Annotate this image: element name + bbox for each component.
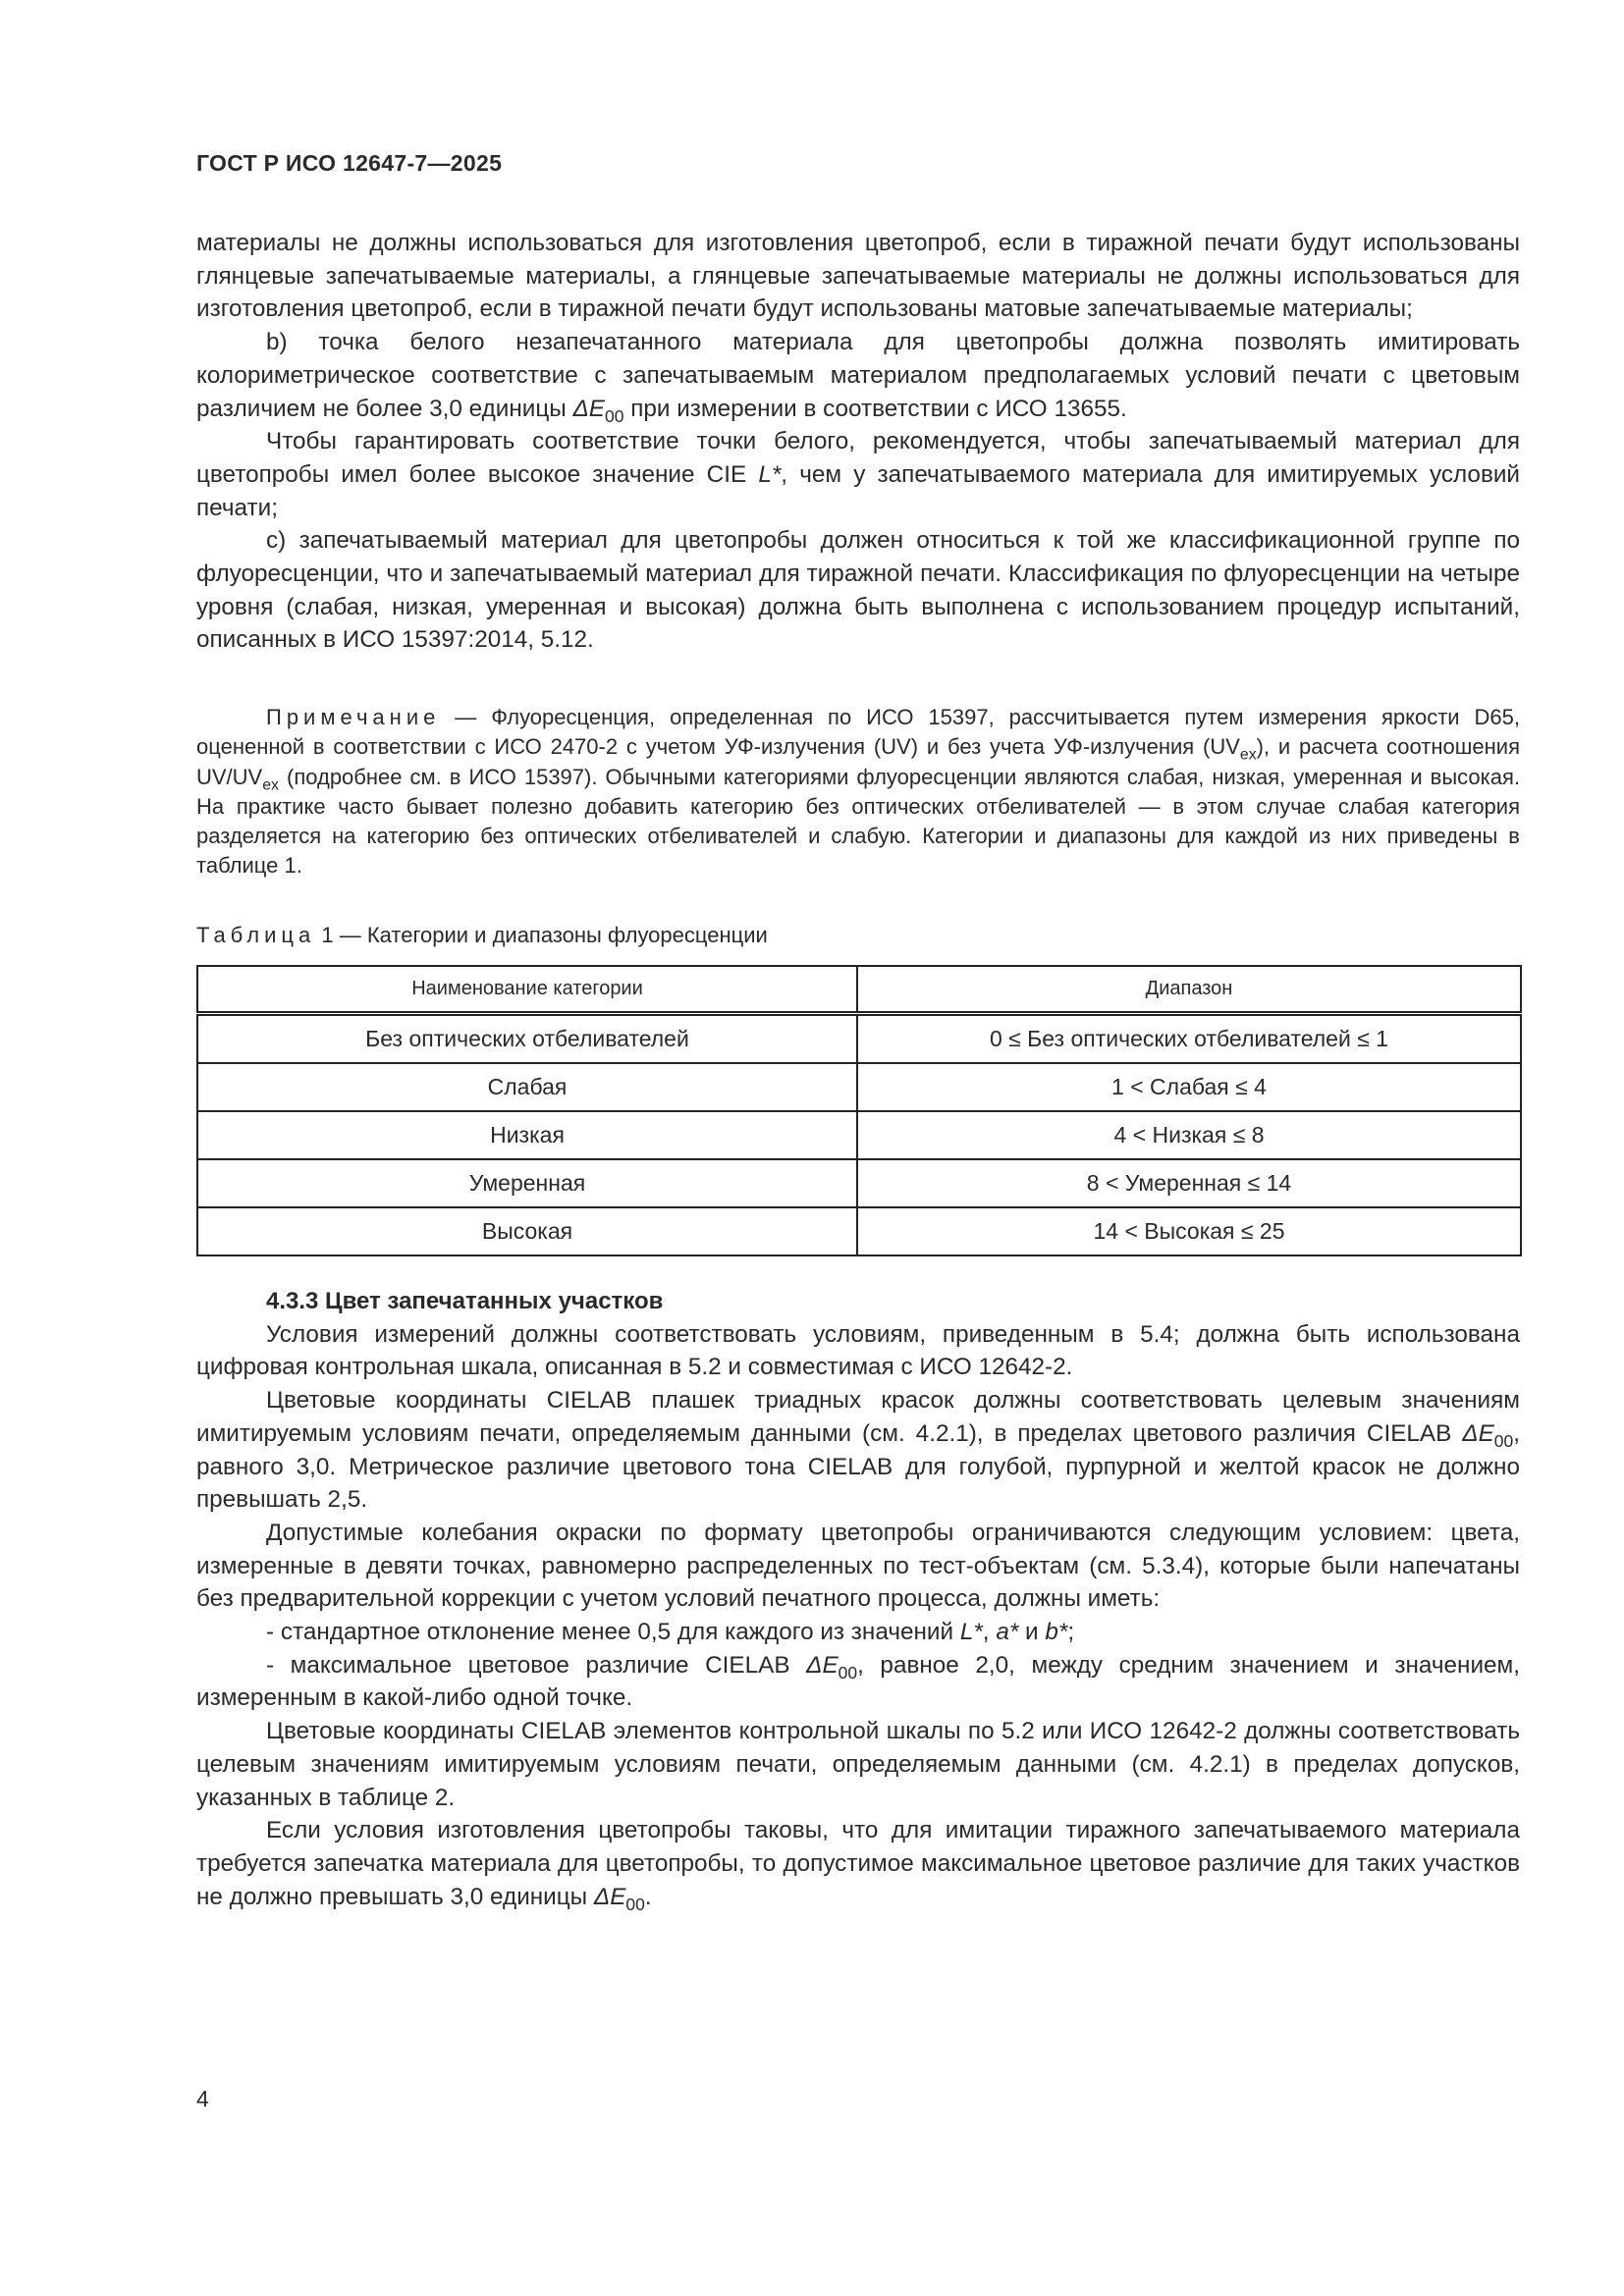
text-run: Примечание: [266, 705, 441, 729]
italic-symbol: L*: [959, 1619, 983, 1646]
column-header-range: Диапазон: [857, 966, 1521, 1014]
table-row: [197, 1063, 1521, 1111]
document-header: ГОСТ Р ИСО 12647-7—2025: [196, 150, 503, 176]
paragraph: [196, 227, 1520, 326]
paragraph: [196, 425, 1520, 524]
italic-symbol: ΔE: [593, 1883, 626, 1910]
table-caption: [196, 923, 1520, 948]
text-run: Условия измерений должны соответствовать условиям, приведенным в 5.4; должна быть использована цифровая контрольная шкала, описанная в 5.2 и совместимая с ИСО 12642-2.: [196, 1320, 1520, 1381]
cell-category: Без оптических отбеливателей: [197, 1014, 857, 1064]
section-4-3-3: [196, 1285, 1520, 1913]
text-run: Допустимые колебания окраски по формату цветопробы ограничиваются следующим условием: цвета, измеренные в девяти точках, равномерно распределенных по тест-объектам (см. 5.3.4), которые были напечатаны без предварительной коррекции с учетом условий печатного процесса, должны иметь:: [196, 1519, 1520, 1613]
paragraph: [196, 1649, 1520, 1715]
subscript: 00: [625, 1894, 645, 1914]
table-header-row: [197, 966, 1521, 1014]
italic-symbol: ΔE: [572, 395, 605, 422]
cell-category: Высокая: [197, 1207, 857, 1255]
cell-category: Умеренная: [197, 1159, 857, 1207]
text-run: Цветовые координаты CIELAB элементов контрольной шкалы по 5.2 или ИСО 12642-2 должны соответствовать целевым значениям имитируемым условиям печати, определяемым данными (см. 4.2.1) в пределах допусков, указанных в таблице 2.: [196, 1718, 1520, 1811]
text-run: — Флуоресценция, определенная по ИСО 15397, рассчитывается путем измерения яркости D65, оцененной в соответствии с ИСО 2470-2 с учетом УФ-излучения (UV) и без учета УФ-излучения (UV: [196, 705, 1520, 760]
paragraph: [196, 1318, 1520, 1384]
cell-range: 14 < Высокая ≤ 25: [857, 1207, 1521, 1255]
section-heading: 4.3.3 Цвет запечатанных участков: [266, 1288, 664, 1314]
paragraph: [196, 1384, 1520, 1517]
text-run: Если условия изготовления цветопробы таковы, что для имитации тиражного запечатываемого материала требуется запечатка материала для цветопробы, то допустимое максимальное цветовое различие для таких участков не должно превышать 3,0 единицы: [196, 1817, 1520, 1910]
italic-symbol: ΔE: [806, 1651, 839, 1679]
table-row: [197, 1207, 1521, 1255]
cell-category: Слабая: [197, 1063, 857, 1111]
paragraph: [196, 1517, 1520, 1616]
subscript: 00: [605, 405, 624, 426]
text-run: и: [1018, 1619, 1046, 1646]
italic-symbol: ΔE: [1462, 1419, 1494, 1447]
text-run: Цветовые координаты CIELAB плашек триадных красок должны соответствовать целевым значениям имитируемым условиям печати, определяемым данными (см. 4.2.1), в пределах цветового различия CIELAB: [196, 1387, 1520, 1447]
italic-symbol: b*: [1045, 1619, 1068, 1646]
body-text-block-1: [196, 227, 1520, 657]
text-run: b) точка белого незапечатанного материала для цветопробы должна позволять имитировать колориметрическое соответствие с запечатываемым материалом предполагаемых условий печати с цветовым различием не более 3,0 единицы: [196, 329, 1520, 422]
cell-range: 4 < Низкая ≤ 8: [857, 1111, 1521, 1159]
table-row: [197, 1014, 1521, 1064]
table-caption-text: 1 — Категории и диапазоны флуоресценции: [315, 923, 768, 947]
text-run: , равное 2,0, между средним значением и значением, измеренным в какой-либо одной точке.: [196, 1651, 1520, 1712]
cell-range: 1 < Слабая ≤ 4: [857, 1063, 1521, 1111]
paragraph: [196, 326, 1520, 425]
note-block: [196, 703, 1520, 881]
subscript: 00: [1493, 1430, 1514, 1451]
cell-category: Низкая: [197, 1111, 857, 1159]
paragraph: [196, 1715, 1520, 1814]
fluorescence-table: [196, 965, 1522, 1256]
paragraph: [196, 1814, 1520, 1913]
paragraph: [196, 1616, 1520, 1649]
subscript: 00: [838, 1662, 858, 1682]
text-run: , чем у запечатываемого материала для имитируемых условий печати;: [196, 460, 1520, 521]
italic-symbol: a*: [996, 1619, 1019, 1646]
table-caption-label: Таблица: [196, 923, 316, 947]
paragraph: [196, 524, 1520, 657]
text-run: .: [644, 1883, 652, 1910]
table-row: [197, 1159, 1521, 1207]
text-run: - стандартное отклонение менее 0,5 для каждого из значений: [266, 1619, 960, 1646]
text-run: c) запечатываемый материал для цветопробы должен относиться к той же классификационной группе по флуоресценции, что и запечатываемый материал для тиражной печати. Классификация по флуоресценции на четыре уровня (слабая, низкая, умеренная и высокая) должна быть выполнена с использованием процедур испытаний, описанных в ИСО 15397:2014, 5.12.: [196, 527, 1520, 654]
cell-range: 8 < Умеренная ≤ 14: [857, 1159, 1521, 1207]
text-run: материалы не должны использоваться для изготовления цветопроб, если в тиражной печати будут использованы глянцевые запечатываемые материалы, а глянцевые запечатываемые материалы не должны использоваться для изготовления цветопроб, если в тиражной печати будут использованы матовые запечатываемые материалы;: [196, 230, 1520, 323]
text-run: Чтобы гарантировать соответствие точки белого, рекомендуется, чтобы запечатываемый материал для цветопробы имел более высокое значение CIE: [196, 428, 1520, 488]
table-row: [197, 1111, 1521, 1159]
subscript: ex: [1239, 746, 1257, 764]
subscript: ex: [262, 776, 279, 794]
section-body: [196, 1318, 1520, 1914]
column-header-category: Наименование категории: [197, 966, 857, 1014]
text-run: при измерении в соответствии с ИСО 13655.: [623, 395, 1127, 422]
cell-range: 0 ≤ Без оптических отбеливателей ≤ 1: [857, 1014, 1521, 1064]
page-number: 4: [196, 2086, 209, 2111]
italic-symbol: L*: [758, 460, 782, 488]
text-run: , равного 3,0. Метрическое различие цветового тона CIELAB для голубой, пурпурной и желтой красок не должно превышать 2,5.: [196, 1419, 1520, 1514]
text-run: ,: [982, 1619, 997, 1646]
text-run: - максимальное цветовое различие CIELAB: [266, 1651, 807, 1679]
text-run: ), и расчета соотношения UV/UV: [196, 734, 1520, 789]
paragraph: [196, 703, 1520, 881]
text-run: (подробнее см. в ИСО 15397). Обычными категориями флуоресценции являются слабая, низкая, умеренная и высокая. На практике часто бывает полезно добавить категорию без оптических отбеливателей — в этом случае слабая категория разделяется на категорию без оптических отбеливателей и слабую. Категории и диапазоны для каждой из них приведены в таблице 1.: [196, 764, 1520, 879]
text-run: ;: [1067, 1619, 1075, 1646]
